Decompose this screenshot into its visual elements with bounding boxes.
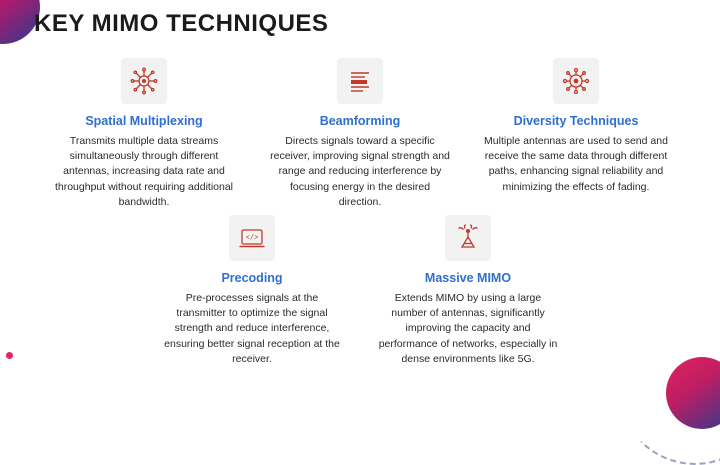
technique-title: Massive MIMO [424, 271, 512, 285]
technique-description: Directs signals toward a specific receiver, improving signal strength and range and reducing interference by focusing energy in the desired direction. [270, 135, 450, 208]
technique-item [262, 58, 458, 210]
technique-item [478, 58, 674, 210]
laptop-code-icon [229, 215, 275, 261]
technique-description: Transmits multiple data streams simultaneously through different antennas, increasing data rate and throughput without requiring additional bandwidth. [54, 135, 234, 208]
technique-item [370, 215, 566, 367]
technique-item [46, 58, 242, 210]
broadcast-tower-icon [445, 215, 491, 261]
technique-description: Extends MIMO by using a large number of antennas, significantly improving the capacity and performance of networks, especially in dense environments like 5G. [378, 292, 558, 365]
technique-description: Multiple antennas are used to send and receive the same data through different paths, enhancing signal reliability and minimizing the effects of fading. [484, 135, 668, 193]
signal-bars-document-icon [337, 58, 383, 104]
technique-item [154, 215, 350, 367]
technique-description: Pre-processes signals at the transmitter to optimize the signal strength and reduce interference, ensuring better signal reception at the receiver. [164, 292, 340, 365]
techniques-row-bottom [0, 215, 720, 367]
technique-title: Precoding [221, 271, 283, 285]
virus-antenna-icon [121, 58, 167, 104]
techniques-row-top [0, 58, 720, 210]
gear-network-icon [553, 58, 599, 104]
technique-title: Diversity Techniques [513, 114, 639, 128]
page-title: KEY MIMO TECHNIQUES [34, 10, 329, 37]
svg-text:</>: </> [245, 234, 259, 243]
technique-title: Beamforming [319, 114, 401, 128]
technique-title: Spatial Multiplexing [85, 114, 203, 128]
